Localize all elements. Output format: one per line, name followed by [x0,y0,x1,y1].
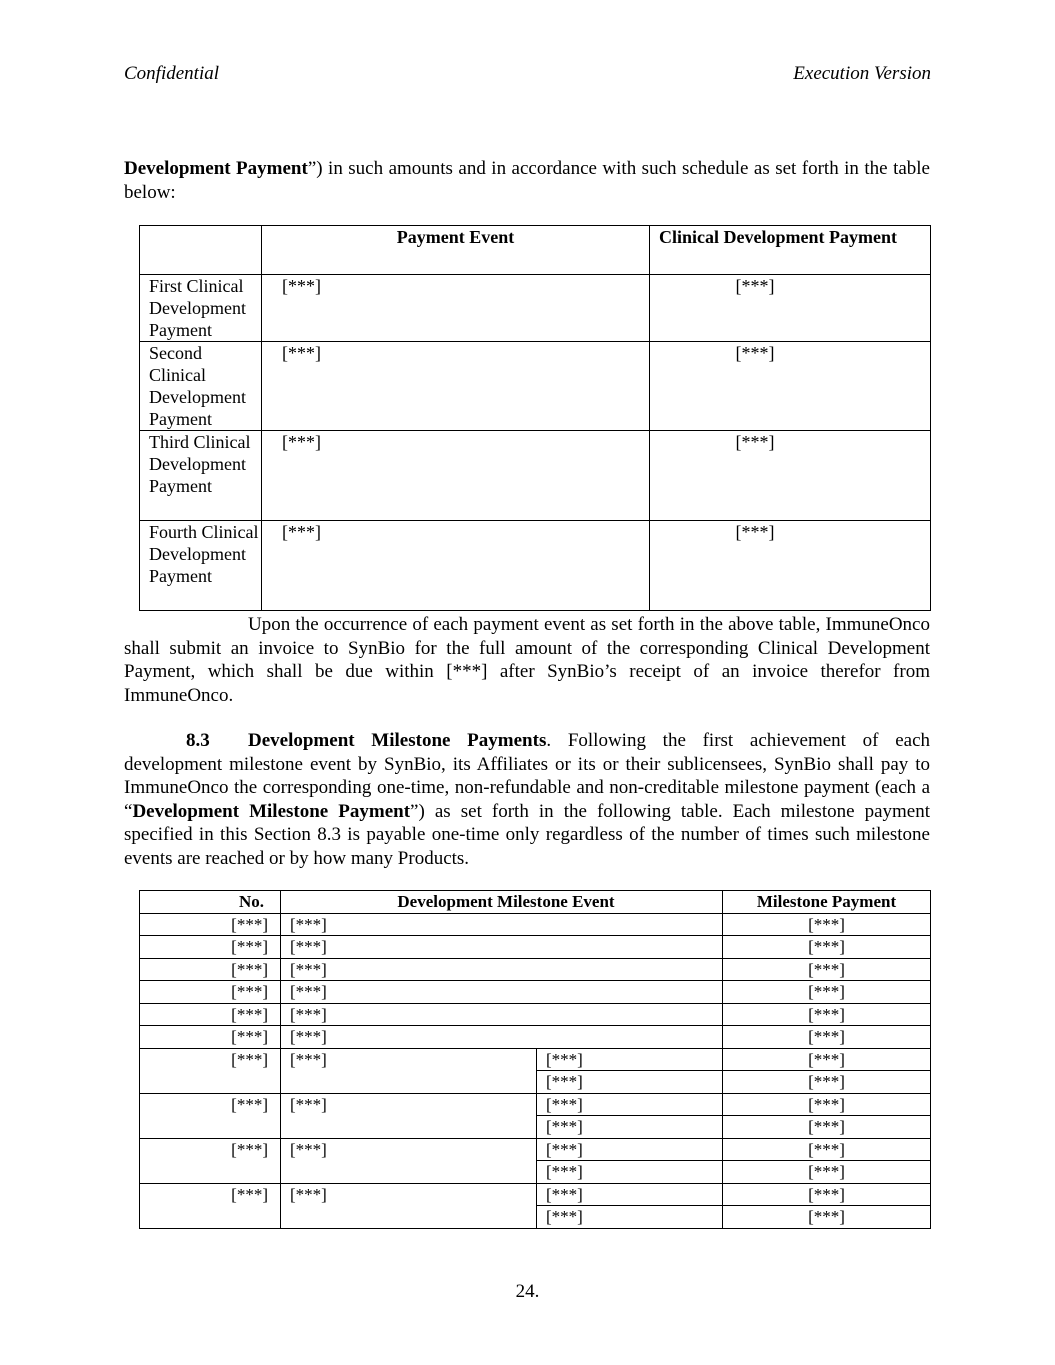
row-payment: [***] [650,275,931,342]
row-payment: [***] [723,1048,931,1071]
row-event: [***] [262,342,650,431]
row-sub-event: [***] [537,1071,723,1094]
row-payment: [***] [650,342,931,431]
row-payment: [***] [723,1161,931,1184]
table1-header-payment-event: Payment Event [262,226,650,275]
row-payment: [***] [723,1071,931,1094]
row-event: [***] [262,521,650,611]
row-event: [***] [281,936,723,959]
row-payment: [***] [723,958,931,981]
section-text-2: ”) as set forth in the following table. Each milestone payment specified in this Section 8.3 is payable one-time only regardless of the number of times such milestone events are reached or by how many Products. [124,800,931,869]
row-sub-event: [***] [537,1183,723,1206]
row-event: [***] [281,1048,537,1093]
invoice-paragraph [124,613,930,707]
row-payment: [***] [723,936,931,959]
table-row [140,275,931,342]
table1-header-blank [140,226,262,275]
row-payment: [***] [723,1138,931,1161]
page-number: 24. [515,1281,540,1302]
row-sub-event: [***] [537,1116,723,1139]
table1-header-row [140,226,931,275]
table1-header-clinical-payment: Clinical Development Payment [650,226,931,275]
table-row [140,1048,931,1071]
row-label: First Clinical Development Payment [140,275,262,342]
table2-header-no: No. [140,891,281,914]
intro-bold-term: Development Payment [124,158,308,179]
row-sub-event: [***] [537,1206,723,1229]
invoice-text: Upon the occurrence of each payment event as set forth in the above table, ImmuneOnco shall submit an invoice to SynBio for the full amount of the corresponding Clinical Development Payment, which shall be due within [***] after SynBio’s receipt of an invoice therefor from ImmuneOnco. [124,614,930,706]
row-no: [***] [140,1138,281,1183]
row-event: [***] [262,431,650,521]
header-confidential: Confidential [124,63,219,84]
table-row [140,342,931,431]
table-row [140,913,931,936]
row-no: [***] [140,1093,281,1138]
row-sub-event: [***] [537,1161,723,1184]
section-bold-term: Development Milestone Payment [132,800,411,822]
table2-header-payment: Milestone Payment [723,891,931,914]
table-row [140,521,931,611]
row-payment: [***] [723,1026,931,1049]
row-payment: [***] [723,1093,931,1116]
row-label: Fourth Clinical Development Payment [140,521,262,611]
table-row [140,936,931,959]
table-row [140,1026,931,1049]
row-payment: [***] [650,521,931,611]
development-milestone-table [139,890,931,1229]
row-no: [***] [140,981,281,1004]
row-event: [***] [281,1093,537,1138]
table-row [140,1003,931,1026]
header-execution-version: Execution Version [793,63,931,84]
table-row [140,958,931,981]
row-payment: [***] [723,913,931,936]
intro-paragraph [124,157,930,204]
row-event: [***] [281,958,723,981]
table2-header-event: Development Milestone Event [281,891,723,914]
row-no: [***] [140,936,281,959]
row-payment: [***] [723,1116,931,1139]
row-sub-event: [***] [537,1093,723,1116]
table-row [140,1183,931,1206]
section-number: 8.3 [186,730,210,751]
row-no: [***] [140,1003,281,1026]
row-event: [***] [281,1026,723,1049]
row-no: [***] [140,1183,281,1228]
table-row [140,431,931,521]
row-payment: [***] [723,981,931,1004]
row-payment: [***] [723,1206,931,1229]
row-no: [***] [140,1048,281,1093]
section-text-1: . Following the first achievement of each development milestone event by SynBio, its Affiliates or its or their sublicensees, SynBio shall pay to ImmuneOnco the corresponding one-time, non-refundable and non-creditable milestone payment (each a “ [124,730,931,822]
row-event: [***] [281,1138,537,1183]
row-sub-event: [***] [537,1138,723,1161]
row-event: [***] [281,913,723,936]
row-event: [***] [281,1003,723,1026]
row-label: Third Clinical Development Payment [140,431,262,521]
row-payment: [***] [723,1183,931,1206]
clinical-development-payment-table [139,225,931,611]
table-row [140,1093,931,1116]
row-sub-event: [***] [537,1048,723,1071]
table-row [140,981,931,1004]
row-no: [***] [140,1026,281,1049]
row-event: [***] [281,1183,537,1228]
table-row [140,1138,931,1161]
row-label: Second Clinical Development Payment [140,342,262,431]
row-no: [***] [140,913,281,936]
section-8-3-paragraph [124,729,930,870]
section-title: Development Milestone Payments [248,730,547,751]
row-no: [***] [140,958,281,981]
row-payment: [***] [723,1003,931,1026]
table2-header-row [140,891,931,914]
intro-text: ”) in such amounts and in accordance with such schedule as set forth in the table below: [124,158,930,203]
row-payment: [***] [650,431,931,521]
row-event: [***] [281,981,723,1004]
row-event: [***] [262,275,650,342]
